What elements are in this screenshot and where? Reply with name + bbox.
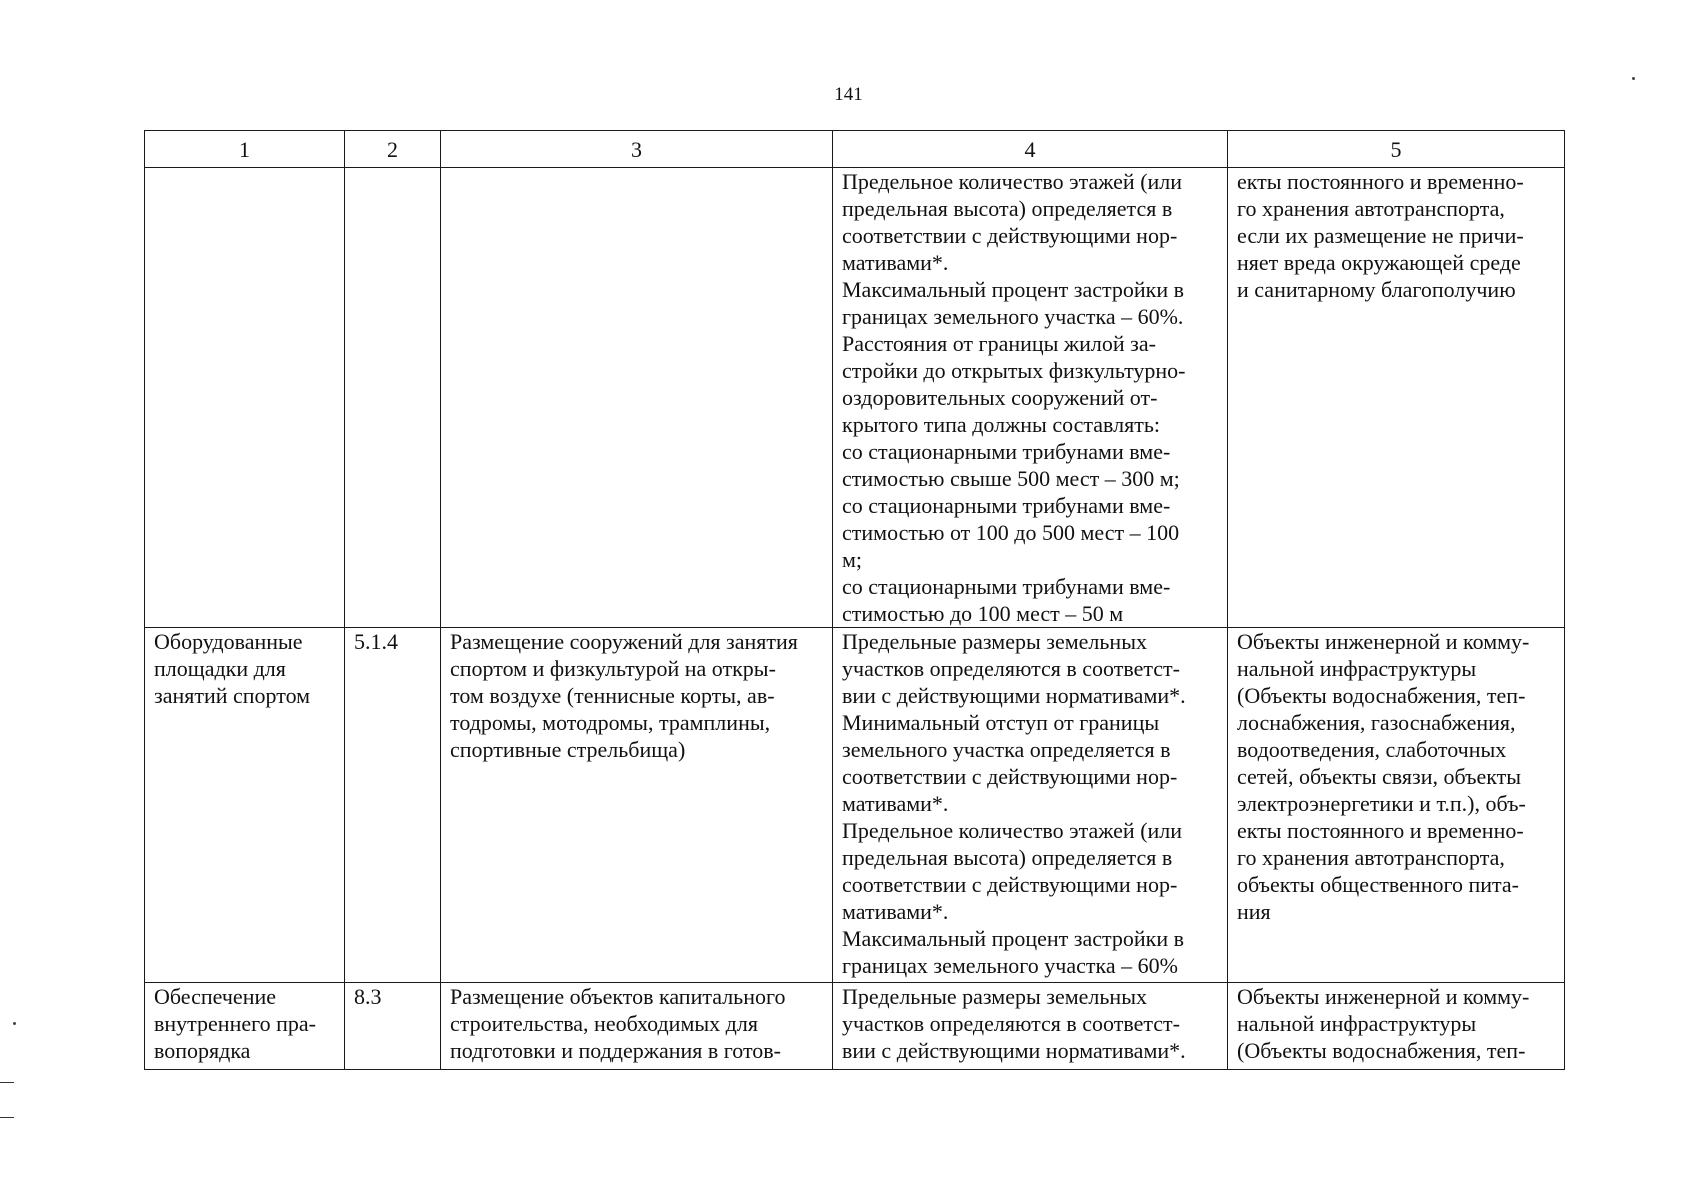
table-row bbox=[145, 983, 1565, 1070]
cell-text-line: границах земельного участка – 60% bbox=[842, 953, 1178, 978]
column-header: 1 bbox=[145, 131, 345, 168]
table-row bbox=[145, 628, 1565, 983]
cell-text-line: строительства, необходимых для bbox=[450, 1011, 758, 1036]
cell-text-line: спортивные стрельбища) bbox=[450, 737, 686, 762]
cell-text-line: екты постоянного и временно- bbox=[1237, 818, 1524, 843]
cell-text-line: сетей, объекты связи, объекты bbox=[1237, 764, 1522, 789]
cell-text-line: Оборудованные bbox=[154, 629, 303, 654]
cell-text-line: соответствии с действующими нор- bbox=[842, 764, 1178, 789]
cell-code bbox=[345, 983, 441, 1070]
cell-text-line: екты постоянного и временно- bbox=[1237, 169, 1524, 194]
table-header-row bbox=[145, 131, 1565, 168]
cell-text-line: стимостью до 100 мест – 50 м bbox=[842, 601, 1124, 626]
column-header: 5 bbox=[1228, 131, 1565, 168]
cell-text-line: мативами*. bbox=[842, 250, 949, 275]
cell-text-line: Предельные размеры земельных bbox=[842, 984, 1147, 1009]
cell-text-line: земельного участка определяется в bbox=[842, 737, 1171, 762]
cell-text-line: соответствии с действующими нор- bbox=[842, 223, 1178, 248]
cell-text-line: предельная высота) определяется в bbox=[842, 196, 1173, 221]
cell-text-line: участков определяются в соответст- bbox=[842, 1011, 1180, 1036]
cell-text-line: вии с действующими нормативами*. bbox=[842, 683, 1186, 708]
table-row bbox=[145, 168, 1565, 628]
cell-text-line: со стационарными трибунами вме- bbox=[842, 493, 1171, 518]
cell-use-name bbox=[145, 628, 345, 983]
cell-text-line: том воздухе (теннисные корты, ав- bbox=[450, 683, 775, 708]
cell-text-line: вии с действующими нормативами*. bbox=[842, 1038, 1186, 1063]
cell-text-line: объекты общественного пита- bbox=[1237, 872, 1519, 897]
cell-text-line: Предельные размеры земельных bbox=[842, 629, 1147, 654]
cell-text-line: ния bbox=[1237, 899, 1271, 924]
cell-text-line: Объекты инженерной и комму- bbox=[1237, 629, 1530, 654]
cell-use-name bbox=[145, 983, 345, 1070]
cell-text-line: Расстояния от границы жилой за- bbox=[842, 331, 1156, 356]
cell-text-line: оздоровительных сооружений от- bbox=[842, 385, 1158, 410]
cell-text-line: крытого типа должны составлять: bbox=[842, 412, 1161, 437]
cell-text-line: площадки для bbox=[154, 656, 286, 681]
cell-text-line: (Объекты водоснабжения, теп- bbox=[1237, 1038, 1526, 1063]
cell-text-line: Объекты инженерной и комму- bbox=[1237, 984, 1530, 1009]
cell-text-line: если их размещение не причи- bbox=[1237, 223, 1524, 248]
cell-text-line: и санитарному благополучию bbox=[1237, 277, 1516, 302]
column-header: 3 bbox=[441, 131, 833, 168]
cell-text-line: няет вреда окружающей среде bbox=[1237, 250, 1521, 275]
page-number: 141 bbox=[834, 84, 863, 105]
cell-text-line: тодромы, мотодромы, трамплины, bbox=[450, 710, 771, 735]
cell-text-line: (Объекты водоснабжения, теп- bbox=[1237, 683, 1526, 708]
cell-parameters bbox=[833, 628, 1228, 983]
scan-edge-mark bbox=[0, 1082, 14, 1083]
cell-text-line: электроэнергетики и т.п.), объ- bbox=[1237, 791, 1526, 816]
cell-text-line: Максимальный процент застройки в bbox=[842, 926, 1184, 951]
cell-text-line: лоснабжения, газоснабжения, bbox=[1237, 710, 1516, 735]
cell-code bbox=[345, 168, 441, 628]
cell-text-line: Минимальный отступ от границы bbox=[842, 710, 1160, 735]
cell-text-line: занятий спортом bbox=[154, 683, 311, 708]
cell-text-line: подготовки и поддержания в готов- bbox=[450, 1038, 781, 1063]
cell-use-name bbox=[145, 168, 345, 628]
cell-text-line: стройки до открытых физкультурно- bbox=[842, 358, 1186, 383]
scan-speck bbox=[1632, 77, 1635, 80]
cell-description bbox=[441, 983, 833, 1070]
cell-text-line: 5.1.4 bbox=[354, 629, 398, 654]
cell-text-line: го хранения автотранспорта, bbox=[1237, 196, 1505, 221]
cell-text-line: м; bbox=[842, 547, 863, 572]
cell-text-line: нальной инфраструктуры bbox=[1237, 1011, 1477, 1036]
column-header: 2 bbox=[345, 131, 441, 168]
column-header: 4 bbox=[833, 131, 1228, 168]
cell-text-line: Предельное количество этажей (или bbox=[842, 818, 1183, 843]
cell-description bbox=[441, 628, 833, 983]
cell-auxiliary-uses bbox=[1228, 168, 1565, 628]
cell-text-line: внутреннего пра- bbox=[154, 1011, 316, 1036]
cell-text-line: 8.3 bbox=[354, 984, 382, 1009]
cell-text-line: со стационарными трибунами вме- bbox=[842, 439, 1171, 464]
cell-text-line: со стационарными трибунами вме- bbox=[842, 574, 1171, 599]
cell-parameters bbox=[833, 983, 1228, 1070]
cell-text-line: Предельное количество этажей (или bbox=[842, 169, 1183, 194]
cell-text-line: стимостью от 100 до 500 мест – 100 bbox=[842, 520, 1180, 545]
cell-text-line: Максимальный процент застройки в bbox=[842, 277, 1184, 302]
cell-text-line: Обеспечение bbox=[154, 984, 276, 1009]
cell-text-line: спортом и физкультурой на откры- bbox=[450, 656, 776, 681]
cell-text-line: участков определяются в соответст- bbox=[842, 656, 1180, 681]
cell-text-line: мативами*. bbox=[842, 899, 949, 924]
cell-description bbox=[441, 168, 833, 628]
scan-speck bbox=[13, 1022, 16, 1025]
cell-text-line: мативами*. bbox=[842, 791, 949, 816]
cell-code bbox=[345, 628, 441, 983]
cell-auxiliary-uses bbox=[1228, 628, 1565, 983]
scan-edge-mark bbox=[0, 1117, 14, 1118]
cell-parameters bbox=[833, 168, 1228, 628]
cell-text-line: соответствии с действующими нор- bbox=[842, 872, 1178, 897]
cell-text-line: Размещение объектов капитального bbox=[450, 984, 786, 1009]
cell-text-line: вопорядка bbox=[154, 1038, 251, 1063]
cell-text-line: границах земельного участка – 60%. bbox=[842, 304, 1184, 329]
cell-auxiliary-uses bbox=[1228, 983, 1565, 1070]
cell-text-line: предельная высота) определяется в bbox=[842, 845, 1173, 870]
cell-text-line: го хранения автотранспорта, bbox=[1237, 845, 1505, 870]
regulations-table bbox=[144, 130, 1565, 1070]
cell-text-line: Размещение сооружений для занятия bbox=[450, 629, 798, 654]
cell-text-line: нальной инфраструктуры bbox=[1237, 656, 1477, 681]
cell-text-line: стимостью свыше 500 мест – 300 м; bbox=[842, 466, 1180, 491]
cell-text-line: водоотведения, слаботочных bbox=[1237, 737, 1507, 762]
